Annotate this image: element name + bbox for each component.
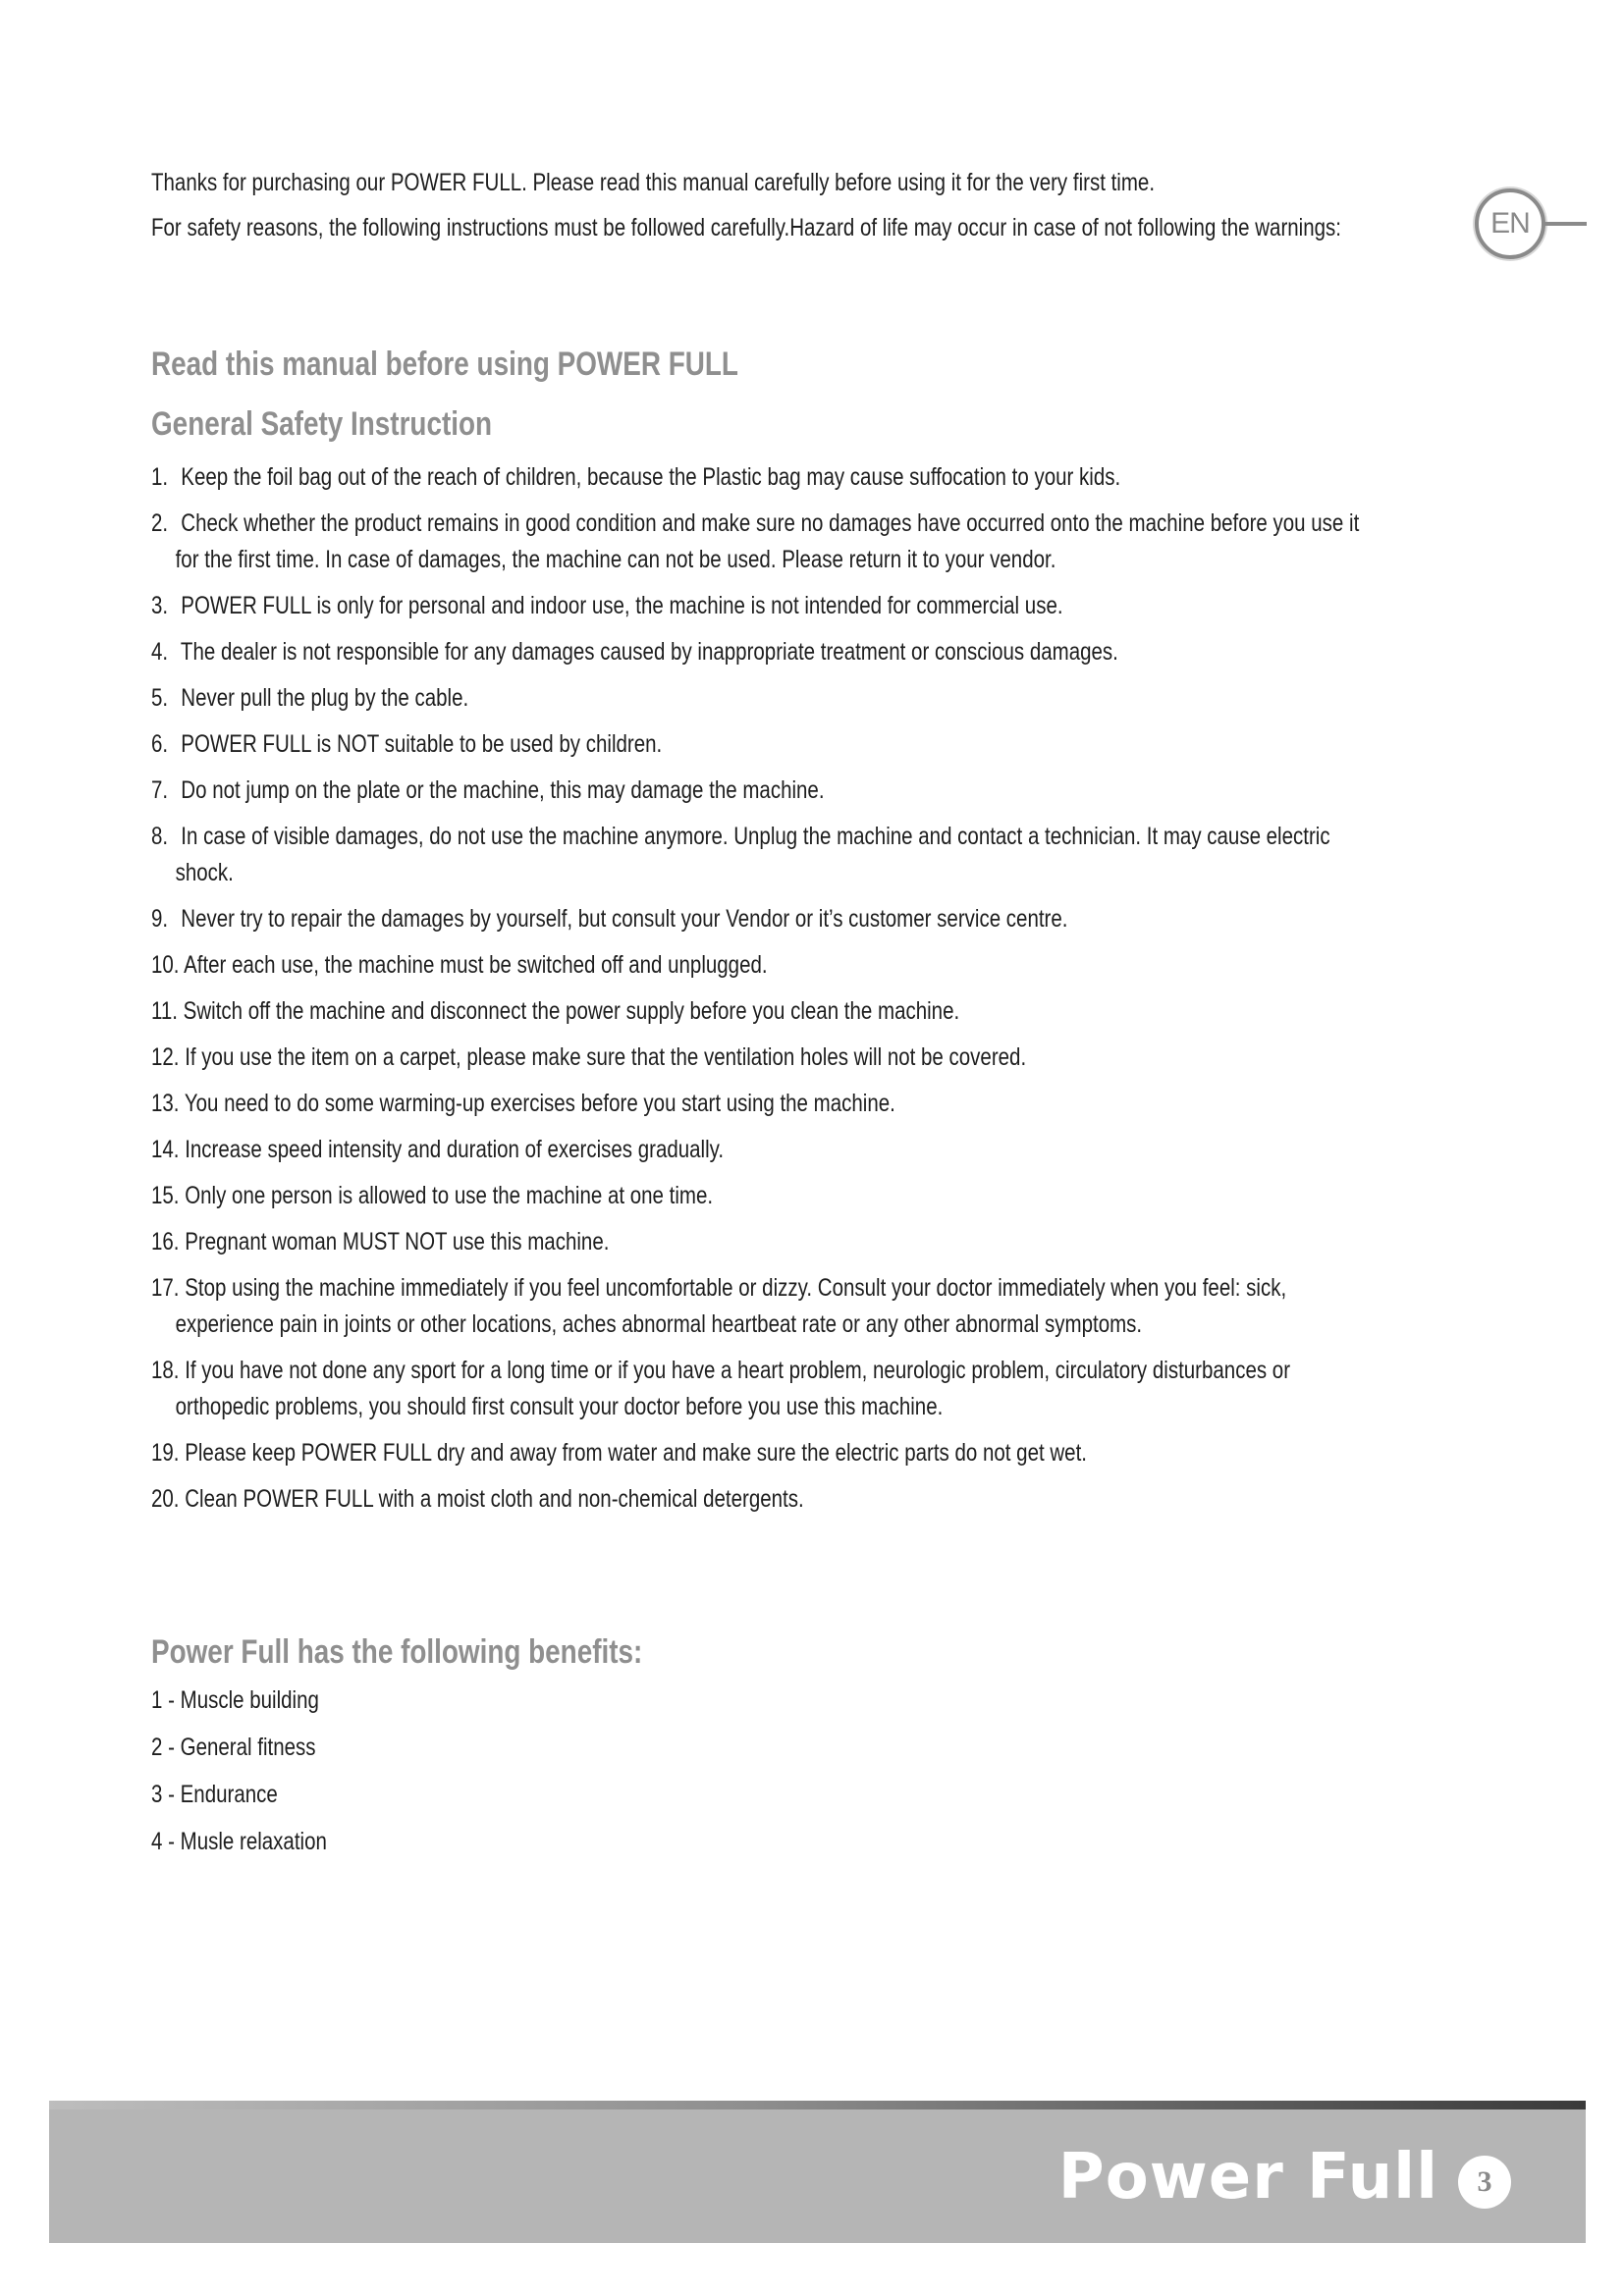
list-item: 3 - Endurance	[151, 1781, 278, 1808]
list-item	[151, 634, 1369, 670]
list-item	[151, 506, 1369, 578]
intro-line-1: Thanks for purchasing our POWER FULL. Please read this manual carefully before using it for the very first time.	[151, 169, 1156, 196]
item-number: 12.	[151, 1043, 180, 1071]
item-text: POWER FULL is only for personal and indoor use, the machine is not intended for commercial use.	[181, 592, 1063, 619]
item-text: Increase speed intensity and duration of exercises gradually.	[185, 1136, 725, 1163]
item-number: 15.	[151, 1182, 180, 1209]
item-text: Clean POWER FULL with a moist cloth and non-chemical detergents.	[185, 1485, 804, 1513]
item-text: After each use, the machine must be switched off and unplugged.	[184, 951, 768, 979]
item-number: 6.	[151, 730, 169, 758]
item-number: 3.	[151, 592, 169, 619]
intro-line-2: For safety reasons, the following instructions must be followed carefully.Hazard of life may occur in case of not following the warnings:	[151, 214, 1341, 241]
list-item: 1 - Muscle building	[151, 1686, 319, 1714]
list-item	[151, 1132, 1369, 1168]
language-badge: EN	[1475, 188, 1545, 259]
list-item	[151, 1040, 1369, 1076]
item-number: 14.	[151, 1136, 180, 1163]
list-item	[151, 773, 1369, 809]
item-number: 11.	[151, 997, 178, 1025]
item-number: 9.	[151, 905, 169, 933]
language-badge-line	[1542, 222, 1587, 226]
item-text: Switch off the machine and disconnect the power supply before you clean the machine.	[183, 997, 960, 1025]
intro-text	[151, 165, 1369, 255]
list-item	[151, 1224, 1369, 1260]
benefits-list	[151, 1682, 327, 1871]
heading-general-safety: General Safety Instruction	[151, 405, 493, 443]
list-item	[151, 947, 1369, 984]
list-item	[151, 459, 1369, 496]
item-number: 8.	[151, 823, 169, 850]
item-text: Only one person is allowed to use the machine at one time.	[185, 1182, 714, 1209]
list-item	[151, 1270, 1369, 1343]
item-number: 16.	[151, 1228, 180, 1255]
item-number: 4.	[151, 638, 169, 666]
item-number: 5.	[151, 684, 169, 712]
list-item	[151, 1481, 1369, 1518]
heading-read-manual: Read this manual before using POWER FULL	[151, 346, 738, 383]
item-text: If you use the item on a carpet, please make sure that the ventilation holes will not be covered.	[185, 1043, 1027, 1071]
list-item	[151, 588, 1369, 624]
item-number: 17.	[151, 1274, 180, 1302]
item-text: Never pull the plug by the cable.	[181, 684, 469, 712]
list-item	[151, 1435, 1369, 1471]
item-text: POWER FULL is NOT suitable to be used by children.	[181, 730, 663, 758]
page-number: 3	[1458, 2156, 1511, 2209]
item-text: Never try to repair the damages by yourself, but consult your Vendor or it’s customer service centre.	[181, 905, 1068, 933]
item-number: 1.	[151, 463, 169, 491]
item-number: 13.	[151, 1090, 180, 1117]
list-item	[151, 680, 1369, 717]
item-text: Please keep POWER FULL dry and away from water and make sure the electric parts do not get wet.	[185, 1439, 1087, 1467]
item-number: 19.	[151, 1439, 180, 1467]
item-text: Keep the foil bag out of the reach of children, because the Plastic bag may cause suffocation to your kids.	[181, 463, 1121, 491]
list-item	[151, 1353, 1369, 1425]
item-text: Stop using the machine immediately if you feel uncomfortable or dizzy. Consult your doctor immediately when you feel: sick, experience pain in joints or other locations, aches abnormal heartbeat rate or any other abnormal symptoms.	[175, 1274, 1287, 1338]
item-number: 7.	[151, 776, 169, 804]
list-item	[151, 901, 1369, 937]
footer-divider	[49, 2101, 1586, 2109]
heading-benefits: Power Full has the following benefits:	[151, 1633, 643, 1671]
safety-rules-list	[151, 459, 1369, 1527]
list-item: 2 - General fitness	[151, 1734, 316, 1761]
item-number: 18.	[151, 1357, 180, 1384]
list-item	[151, 993, 1369, 1030]
list-item	[151, 1086, 1369, 1122]
item-text: If you have not done any sport for a long time or if you have a heart problem, neurologic problem, circulatory disturbances or orthopedic problems, you should first consult your doctor before you use this machine.	[175, 1357, 1291, 1420]
item-number: 2.	[151, 509, 169, 537]
list-item	[151, 726, 1369, 763]
footer-band	[49, 2109, 1586, 2243]
item-text: Check whether the product remains in good condition and make sure no damages have occurred onto the machine before you use it for the first time. In case of damages, the machine can not be used. Please return it to your vendor.	[175, 509, 1360, 573]
item-number: 20.	[151, 1485, 180, 1513]
item-text: Do not jump on the plate or the machine, this may damage the machine.	[181, 776, 825, 804]
brand-name: Power Full	[1057, 2141, 1438, 2214]
list-item	[151, 819, 1369, 891]
item-text: Pregnant woman MUST NOT use this machine.	[185, 1228, 610, 1255]
list-item: 4 - Musle relaxation	[151, 1828, 327, 1855]
item-number: 10.	[151, 951, 180, 979]
item-text: In case of visible damages, do not use the machine anymore. Unplug the machine and contact a technician. It may cause electric shock.	[175, 823, 1330, 886]
list-item	[151, 1178, 1369, 1214]
item-text: You need to do some warming-up exercises before you start using the machine.	[184, 1090, 895, 1117]
item-text: The dealer is not responsible for any damages caused by inappropriate treatment or conscious damages.	[180, 638, 1118, 666]
